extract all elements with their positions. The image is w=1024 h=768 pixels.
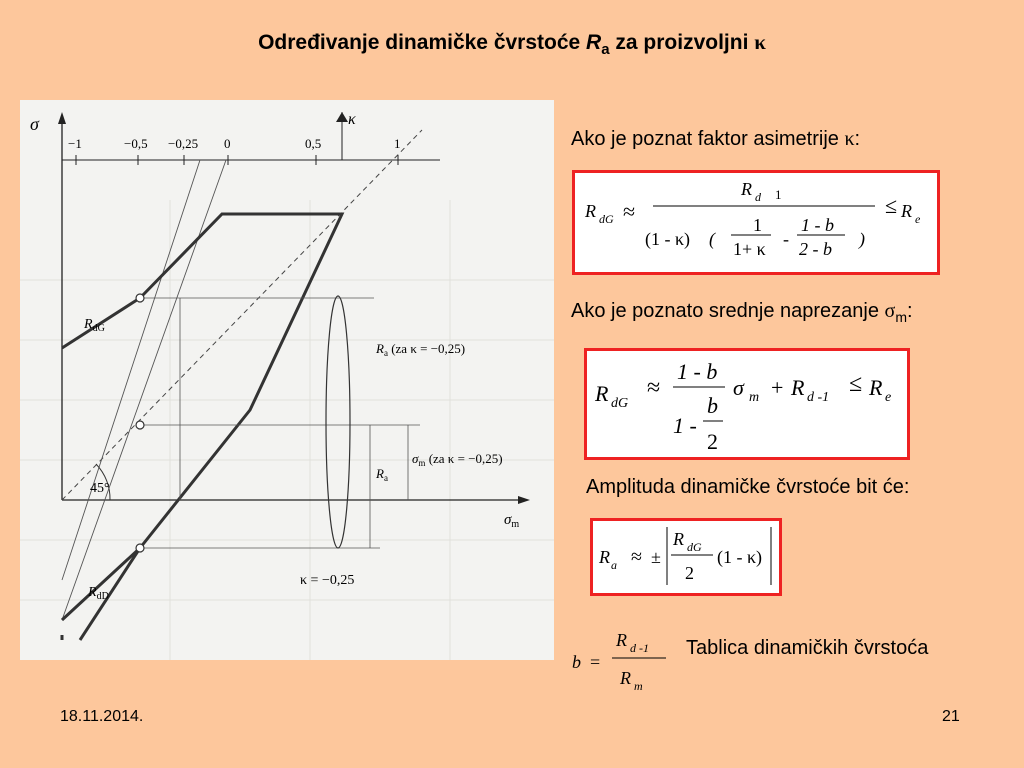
footer-date: 18.11.2014.	[60, 708, 144, 725]
svg-text:1 - b: 1 - b	[801, 215, 834, 235]
footer-page-number: 21	[942, 708, 960, 725]
formula2-box	[584, 348, 910, 460]
svg-text:1+ κ: 1+ κ	[733, 239, 766, 259]
svg-text:R: R	[869, 375, 883, 400]
svg-text:R: R	[901, 201, 912, 221]
svg-text:d -1: d -1	[807, 390, 830, 405]
svg-text:b: b	[707, 393, 718, 418]
svg-text:m: m	[634, 679, 643, 693]
svg-text:R: R	[616, 630, 627, 650]
svg-text:1 - b: 1 - b	[677, 359, 718, 384]
tablica-link[interactable]: Tablica dinamičkih čvrstoća	[686, 637, 929, 659]
svg-text:=: =	[590, 652, 601, 672]
svg-text:(1 - κ): (1 - κ)	[717, 547, 763, 567]
svg-text:b: b	[572, 652, 581, 672]
svg-text:a: a	[611, 558, 617, 572]
kappa-tick-labels: −1 −0,5 −0,25 0 0,5 1	[68, 136, 401, 151]
svg-text:≤: ≤	[885, 193, 898, 218]
svg-text:dG: dG	[687, 540, 702, 554]
svg-text:R: R	[595, 381, 609, 406]
svg-text:2: 2	[707, 429, 718, 454]
svg-text:R: R	[791, 375, 805, 400]
svg-text:dG: dG	[599, 212, 614, 226]
smith-diagram	[20, 100, 554, 660]
svg-text:): )	[859, 229, 865, 249]
svg-text:d -1: d -1	[630, 641, 649, 655]
svg-text:R: R	[585, 201, 596, 221]
svg-text:R: R	[620, 668, 631, 688]
svg-text:2 - b: 2 - b	[799, 239, 832, 259]
svg-text:e: e	[885, 390, 892, 405]
kappa-bottom-label: κ = −0,25	[300, 573, 355, 588]
svg-text:1 -: 1 -	[673, 413, 697, 438]
formula3	[593, 521, 779, 593]
svg-text:R: R	[599, 547, 610, 567]
smith-diagram-image	[20, 100, 554, 660]
formula3-box	[590, 518, 782, 596]
svg-text:≈: ≈	[631, 546, 642, 568]
sigma-axis-label: σ	[30, 114, 39, 134]
formula1	[575, 173, 937, 272]
svg-text:1: 1	[775, 187, 782, 202]
rdg-label: $R_{dG}$	[84, 317, 105, 334]
sm-note-label: $\sigma_m$ (za κ = −0,25)	[412, 451, 503, 468]
ra-short-label: $R_a$	[376, 466, 388, 483]
rdd-label: $R_{dD}$	[88, 585, 109, 602]
section1-label: Ako je poznat faktor asimetrije κ:	[571, 128, 861, 150]
formula1-box	[572, 170, 940, 275]
formula2	[587, 351, 907, 457]
svg-text:≈: ≈	[647, 375, 661, 401]
kappa-axis-label: κ	[348, 111, 356, 128]
slide-title: Određivanje dinamičke čvrstoće $R_a$ za proizvoljni κ	[258, 30, 766, 59]
svg-text:2: 2	[685, 563, 694, 583]
svg-text:±: ±	[651, 547, 661, 567]
svg-text:m: m	[749, 390, 760, 405]
svg-text:≤: ≤	[849, 371, 863, 397]
svg-text:(1 - κ): (1 - κ)	[645, 229, 691, 249]
svg-text:d: d	[755, 190, 761, 204]
svg-text:σ: σ	[733, 375, 744, 400]
svg-text:-: -	[783, 229, 789, 249]
svg-text:≈: ≈	[623, 199, 636, 224]
ra-note-label: $R_a$ (za κ = −0,25)	[376, 341, 466, 358]
formula4	[570, 624, 680, 694]
svg-text:1: 1	[753, 215, 762, 235]
section2-label: Ako je poznato srednje naprezanje $\sigma_m$:	[571, 300, 913, 325]
svg-text:(: (	[709, 229, 715, 249]
svg-text:R: R	[673, 529, 684, 549]
angle-label: 45°	[90, 481, 110, 496]
svg-text:e: e	[915, 212, 921, 226]
sigma-m-axis-label: $\sigma_m$	[504, 512, 520, 530]
svg-text:R: R	[741, 179, 752, 199]
section3-label: Amplituda dinamičke čvrstoće bit će:	[586, 476, 910, 498]
svg-text:dG: dG	[611, 396, 629, 411]
svg-text:+: +	[771, 375, 784, 400]
